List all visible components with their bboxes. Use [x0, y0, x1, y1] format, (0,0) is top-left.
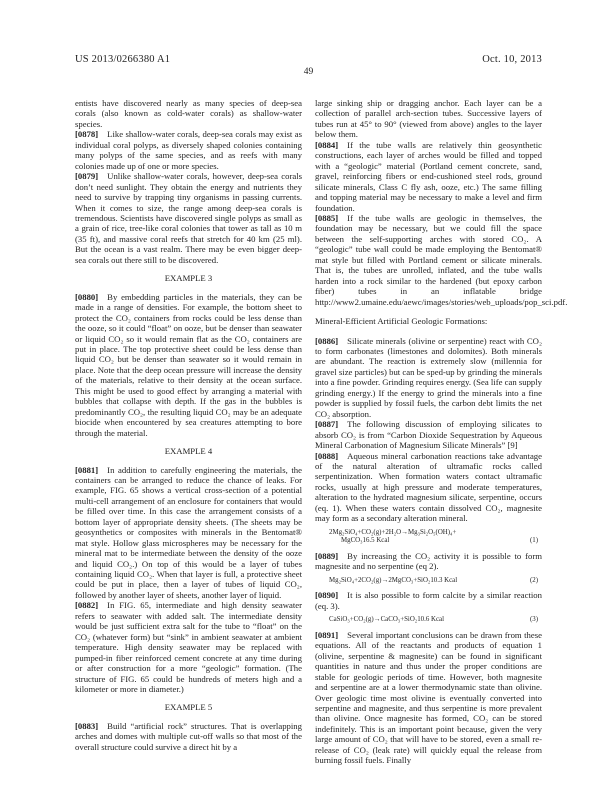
paragraph-tag: [0889] — [315, 550, 339, 561]
equation-number: (1) — [529, 537, 538, 545]
paragraph — [315, 336, 542, 420]
paragraph — [315, 212, 568, 307]
paragraph — [75, 721, 302, 752]
paragraph-tag: [0886] — [315, 335, 339, 346]
paragraph — [75, 171, 302, 265]
paragraph — [315, 98, 542, 140]
equation-line: 2Mg₂SiO₄+CO₂(g)+2H₂O→Mg₃Si₂O₅(OH)₄+ — [329, 528, 457, 536]
paragraph-text: In FIG. 65, intermediate and high density seawater refers to seawater with added salt. The intermediate density would be just sufficient extra salt for the tube to “float” on the CO₂ (whatever form) but “sink” in ambient seawater at ambient temperature. High density seawater may be replaced with pumped-in fiber reinforced cement concrete at any time during or after construction for a more “geologic” formation. (The structure of FIG. 65 could be hundreds of meters high and a kilometer or more in diameter.) — [75, 600, 302, 695]
equation-line: MgCO₃16.5 Kcal — [341, 537, 390, 545]
page-number: 49 — [303, 67, 314, 77]
paragraph-tag: [0881] — [75, 464, 99, 475]
text-columns — [75, 98, 568, 766]
paragraph-tag: [0878] — [75, 129, 99, 140]
paragraph-text: By increasing the CO₂ activity it is possible to form magnesite and no serpentine (eq 2). — [315, 550, 542, 572]
publication-number: US 2013/0266380 A1 — [75, 54, 171, 65]
chemical-equation — [329, 528, 538, 546]
paragraph — [315, 630, 542, 766]
paragraph-text: If the tube walls are geologic in themselves, the foundation may be necessary, but we could fill the space between the self-supporting arches with stored CO₂. A “geologic” tube wall could be made employing the Bentomat® mat style but filled with Portland cement or silicate minerals. That is, the tubes are unrolled, inflated, and the tube walls harden into a rock similar to the hardened (but epoxy carbon fiber) tubes in an inflatable bridge http://www2.umaine.edu/aewc/images/stories/web_uploads/pop_sci.pdf. — [315, 212, 568, 307]
left-column — [75, 98, 302, 766]
paragraph — [315, 419, 542, 450]
paragraph-text: large sinking ship or dragging anchor. Each layer can be a collection of parallel arch-section tubes. Successive layers of tubes run at 45° to 90° (viewed from above) angles to the layer below them. — [315, 98, 542, 140]
paragraph-text: In addition to carefully engineering the materials, the containers can be arranged to reduce the chance of leaks. For example, FIG. 65 shows a vertical cross-section of a potential multi-cell arrangement of an enclosure for containers that would be filled over time. In this case the arrangement consists of a bottom layer of appropriate density sheets. (The sheets may be geosynthetics or composites with minerals in the Bentomat® mat style. Hollow glass microspheres may be necessary for the mineral mat to be intermediate between the density of the ooze and liquid CO₂.) On top of this would be a layer of tubes containing liquid CO₂. When that layer is full, a protective sheet could be put in place, then a layer of tubes of liquid CO₂, followed by another layer of sheets, another layer of liquid. — [75, 464, 302, 600]
paragraph-text: entists have discovered nearly as many species of deep-sea corals (also known as cold-water corals) as shallow-water species. — [75, 98, 302, 129]
paragraph — [315, 551, 542, 572]
paragraph-text: Unlike shallow-water corals, however, deep-sea corals don’t need sunlight. They obtain the energy and nutrients they need to survive by trapping tiny organisms in passing currents. When it comes to size, the range among deep-sea corals is tremendous. Scientists have discovered single polyps as small as a grain of rice, tree-like coral colonies that tower as tall as 10 m (35 ft), and massive coral reefs that stretch for 40 km (25 ml). But the ocean is a vast realm. There may be even bigger deep-sea corals out there still to be discovered. — [75, 171, 302, 265]
paragraph-text: Several important conclusions can be drawn from these equations. All of the reactants and products of equation 1 (olivine, serpentine & magnesite) can be found in significant quantities in nature and thus under the proper conditions are stable for geologic periods of time. However, both magnesite and serpentine are at a lower thermodynamic state than olivine. Over geologic time most olivine is eventually converted into serpentine and magnesite, and thus serpentine is more prevalent than olivine. Once magnesite has formed, CO₂ can be stored indefinitely. This is an important point because, given the very large amount of CO₂ that will have to be stored, even a small re-release of CO₂ (leak rate) will quickly equal the release from burning fossil fuels. Finally — [315, 629, 542, 766]
paragraph-tag: [0883] — [75, 720, 99, 731]
paragraph-text: It is also possible to form calcite by a similar reaction (eq. 3). — [315, 590, 542, 611]
right-column — [315, 98, 568, 766]
paragraph-tag: [0884] — [315, 139, 339, 150]
paragraph-text: Silicate minerals (olivine or serpentine) react with CO₂ to form carbonates (limestones and dolomites). Both minerals are abundant. The reaction is extremely slow (millennia for gravel size particles) but can be sped-up by grinding the minerals into a fine powder. Grinding requires energy. (Sea life can supply grinding energy.) If the energy to grind the minerals into a fine powder is supplied by fossil fuels, the carbon debt limits the net CO₂ absorption. — [315, 335, 543, 419]
section-subheading: Mineral-Efficient Artificial Geologic Formations: — [315, 316, 488, 327]
paragraph-text: Aqueous mineral carbonation reactions take advantage of the natural alteration of ultramafic rocks called serpentinization. When formation waters contact ultramafic rocks, usually at high pressure and moderate temperatures, alteration to the hydrated magnesium silicate, serpentine, occurs (eq. 1). When these waters contain dissolved CO₂, magnesite may form as a secondary alteration mineral. — [315, 450, 542, 524]
paragraph-tag: [0888] — [315, 450, 339, 461]
paragraph-tag: [0882] — [75, 600, 99, 611]
paragraph — [75, 98, 302, 129]
paragraph — [75, 292, 302, 438]
paragraph-text: If the tube walls are relatively thin geosynthetic constructions, each layer of arches would be filled and topped with a “geologic” material (Portland cement concrete, sand, gravel, reinforcing fibers or end-cushioned steel rods, ground silicate minerals, Class C fly ash, ooze, etc.) The same filling and topping material may be necessary to make a level and firm foundation. — [315, 139, 542, 213]
example-heading: EXAMPLE 5 — [164, 702, 213, 713]
equation-line: Mg₂SiO₄+2CO₂(g)→2MgCO₃+SiO₂10.3 Kcal — [329, 576, 458, 584]
paragraph-text: Like shallow-water corals, deep-sea corals may exist as individual coral polyps, as diversely shaped colonies containing many polyps of the same species, and as reefs with many colonies made up of one or more species. — [75, 129, 302, 171]
paragraph-text: By embedding particles in the materials, they can be made in a range of densities. For example, the bottom sheet to protect the CO₂ containers from rocks could be less dense than the ooze, so it could “float” on ooze, but be denser than seawater or liquid CO₂ so it would remain flat as the CO₂ containers are put in place. The top protective sheet could be less dense than liquid CO₂ but be denser than seawater so it would remain in place. Note that the deep ocean pressure will increase the density of the materials, relative to their density at the ocean surface. This might be used to good effect by arranging a material with bubbles that collapse with depth. If the gas in the bubbles is predominantly CO₂, the resulting liquid CO₂ may be an adequate biocide when encountered by sea creatures attempting to bore through the material. — [75, 291, 302, 438]
paragraph — [315, 590, 542, 611]
paragraph-tag: [0887] — [315, 419, 339, 430]
equation-number: (2) — [529, 576, 538, 584]
paragraph — [315, 451, 542, 524]
paragraph-tag: [0891] — [315, 629, 339, 640]
example-heading: EXAMPLE 3 — [164, 273, 213, 284]
chemical-equation — [329, 616, 538, 625]
paragraph-text: Build “artificial rock” structures. That is overlapping arches and domes with multiple cut-off walls so that most of the overall structure could survive a direct hit by a — [75, 720, 302, 752]
equation-number: (3) — [529, 616, 538, 624]
page-header — [75, 54, 542, 65]
example-heading: EXAMPLE 4 — [164, 446, 213, 457]
paragraph-tag: [0885] — [315, 212, 339, 223]
paragraph — [75, 600, 302, 694]
paragraph-text: The following discussion of employing silicates to absorb CO₂ is from “Carbon Dioxide Sequestration by Aqueous Mineral Carbonation of Magnesium Silicate Minerals” [9] — [315, 419, 542, 451]
chemical-equation — [329, 576, 538, 586]
paragraph — [315, 140, 542, 213]
paragraph-tag: [0890] — [315, 590, 339, 601]
paragraph — [75, 129, 302, 171]
paragraph-tag: [0880] — [75, 291, 99, 302]
paragraph-tag: [0879] — [75, 171, 99, 182]
paragraph — [75, 465, 302, 601]
equation-line: CaSiO₃+CO₂(g)→CaCO₃+SiO₂10.6 Kcal — [329, 616, 444, 624]
publication-date: Oct. 10, 2013 — [482, 54, 542, 65]
